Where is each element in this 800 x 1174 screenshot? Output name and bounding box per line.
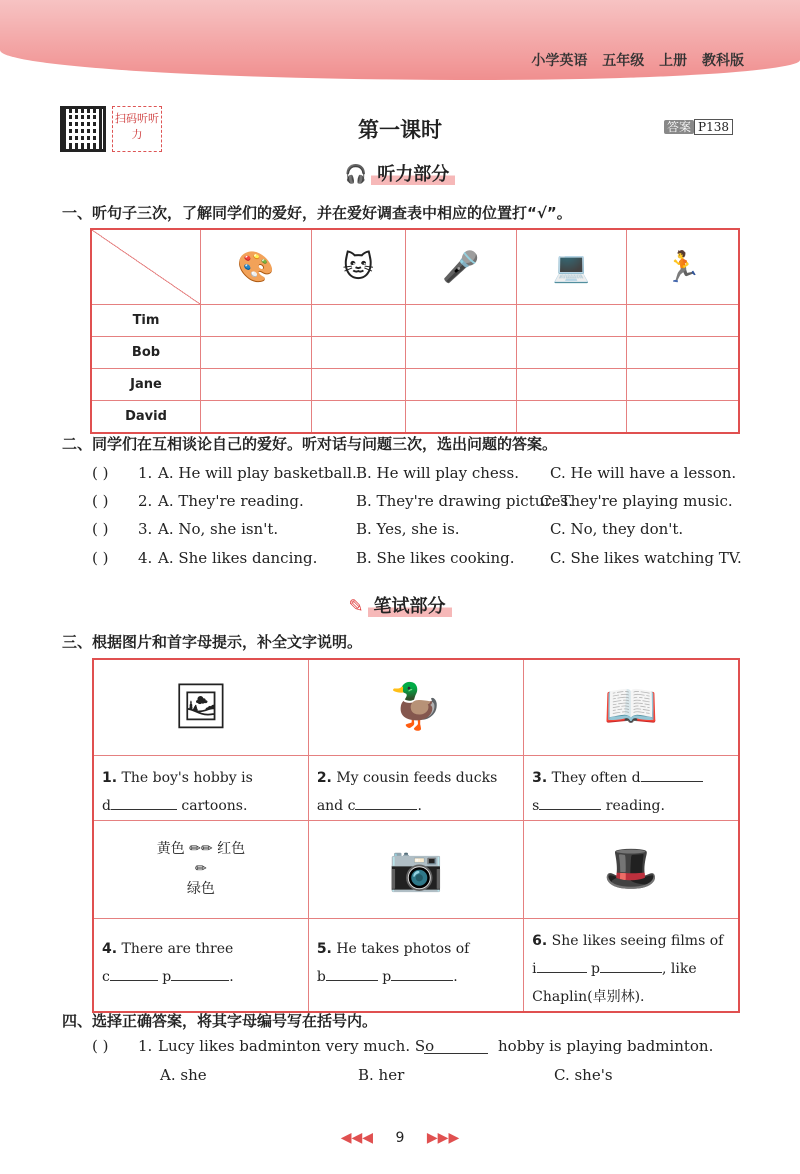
answer-bracket[interactable]: ( )	[92, 549, 109, 567]
option-c: C. He will have a lesson.	[550, 464, 737, 482]
answer-bracket[interactable]: ( )	[92, 492, 109, 510]
option-a: A. She likes dancing.	[158, 549, 318, 567]
option-b: B. Yes, she is.	[356, 520, 460, 538]
option-c: C. she's	[554, 1066, 613, 1084]
scan-label: 扫码听听力	[112, 106, 162, 152]
item-number: 3.	[138, 520, 153, 538]
option-b: B. He will play chess.	[356, 464, 519, 482]
page-footer	[0, 1130, 800, 1146]
listening-heading: 🎧 听力部分	[0, 160, 800, 186]
option-b: B. They're drawing pictures.	[356, 492, 573, 510]
fill-cell-1: 1. The boy's hobby is d cartoons.	[93, 755, 308, 820]
girls-reading-icon: 📖	[524, 659, 739, 755]
question-1-prompt: 一、听句子三次，了解同学们的爱好，并在爱好调查表中相应的位置打“√”。	[62, 204, 572, 222]
check-cell[interactable]	[201, 401, 312, 434]
option-c: C. She likes watching TV.	[550, 549, 742, 567]
q4-text-2: hobby is playing badminton.	[498, 1037, 714, 1055]
option-a: A. He will play basketball.	[158, 464, 357, 482]
check-cell[interactable]	[405, 369, 516, 401]
chaplin-icon: 🎩	[524, 820, 739, 918]
check-cell[interactable]	[627, 401, 739, 434]
hobby-pet-icon: 🐱	[311, 229, 405, 305]
pencils-icon: 黄色 ✏✏ 红色 ✏ 绿色	[93, 820, 308, 918]
item-number: 1.	[138, 464, 153, 482]
option-a: A. They're reading.	[158, 492, 304, 510]
photographer-icon: 📷	[308, 820, 523, 918]
check-cell[interactable]	[311, 401, 405, 434]
fill-cell-2: 2. My cousin feeds ducks and c .	[308, 755, 523, 820]
hobby-painting-icon: 🎨	[201, 229, 312, 305]
blank-input[interactable]	[326, 980, 378, 981]
question-3-prompt: 三、根据图片和首字母提示，补全文字说明。	[62, 633, 363, 651]
boy-drawing-icon: 🖼	[93, 659, 308, 755]
row-name: Bob	[91, 337, 201, 369]
check-cell[interactable]	[516, 305, 627, 337]
label-yellow: 黄色	[156, 841, 185, 857]
blank-input[interactable]	[641, 781, 703, 782]
option-a: A. No, she isn't.	[158, 520, 279, 538]
question-2-prompt: 二、同学们在互相谈论自己的爱好。听对话与问题三次，选出问题的答案。	[62, 435, 558, 453]
item-number: 2.	[138, 492, 153, 510]
writing-heading: ✎ 笔试部分	[0, 592, 800, 618]
blank-input[interactable]	[355, 809, 417, 810]
fill-cell-6: 6. She likes seeing films of i p , like Chaplin(卓别林).	[524, 918, 739, 1012]
check-cell[interactable]	[311, 369, 405, 401]
label-red: 红色	[217, 841, 246, 857]
blank-input[interactable]	[539, 809, 601, 810]
hobby-computer-icon: 💻	[516, 229, 627, 305]
answer-label: 答案	[664, 120, 694, 134]
option-b: B. She likes cooking.	[356, 549, 515, 567]
option-c: C. No, they don't.	[550, 520, 684, 538]
question-4-prompt: 四、选择正确答案，将其字母编号写在括号内。	[62, 1012, 378, 1030]
check-cell[interactable]	[405, 401, 516, 434]
feeding-ducks-icon: 🦆	[308, 659, 523, 755]
q4-text-1: Lucy likes badminton very much. So	[158, 1037, 435, 1055]
answer-bracket[interactable]: ( )	[92, 464, 109, 482]
check-cell[interactable]	[516, 369, 627, 401]
answer-bracket[interactable]: ( )	[92, 1037, 109, 1055]
picture-fill-table	[92, 658, 740, 1013]
blank-input[interactable]	[537, 972, 587, 973]
prev-page-icon: ◀◀◀	[340, 1130, 374, 1146]
check-cell[interactable]	[201, 369, 312, 401]
check-cell[interactable]	[627, 305, 739, 337]
check-cell[interactable]	[201, 305, 312, 337]
answer-bracket[interactable]: ( )	[92, 520, 109, 538]
page-title: 第一课时	[358, 118, 442, 142]
next-page-icon: ▶▶▶	[426, 1130, 460, 1146]
check-cell[interactable]	[405, 305, 516, 337]
check-cell[interactable]	[516, 401, 627, 434]
option-a: A. she	[160, 1066, 207, 1084]
fill-cell-5: 5. He takes photos of b p .	[308, 918, 523, 1012]
blank-input[interactable]	[111, 809, 177, 810]
option-b: B. her	[358, 1066, 405, 1084]
blank-input[interactable]	[600, 972, 662, 973]
page-number: 9	[395, 1130, 405, 1146]
item-number: 1.	[138, 1037, 153, 1055]
check-cell[interactable]	[516, 337, 627, 369]
fill-cell-4: 4. There are three c p .	[93, 918, 308, 1012]
answer-ref	[664, 118, 733, 135]
hobby-singing-icon: 🎤	[405, 229, 516, 305]
row-name: David	[91, 401, 201, 434]
row-name: Jane	[91, 369, 201, 401]
check-cell[interactable]	[627, 337, 739, 369]
hobby-running-icon: 🏃	[627, 229, 739, 305]
book-info: 小学英语 五年级 上册 教科版	[531, 53, 744, 69]
blank-input[interactable]	[391, 980, 453, 981]
pencil-icon: ✎	[348, 596, 364, 617]
check-cell[interactable]	[311, 337, 405, 369]
headphones-icon: 🎧	[344, 164, 368, 185]
blank-input[interactable]	[110, 980, 158, 981]
check-cell[interactable]	[311, 305, 405, 337]
header-corner	[91, 229, 201, 305]
check-cell[interactable]	[201, 337, 312, 369]
check-cell[interactable]	[405, 337, 516, 369]
label-green: 绿色	[186, 881, 215, 897]
row-name: Tim	[91, 305, 201, 337]
check-cell[interactable]	[627, 369, 739, 401]
blank-input[interactable]	[171, 980, 229, 981]
option-c: C. They're playing music.	[540, 492, 733, 510]
item-number: 4.	[138, 549, 153, 567]
hobby-survey-table	[90, 228, 740, 434]
answer-page: P138	[694, 119, 733, 135]
fill-cell-3: 3. They often d s reading.	[524, 755, 739, 820]
